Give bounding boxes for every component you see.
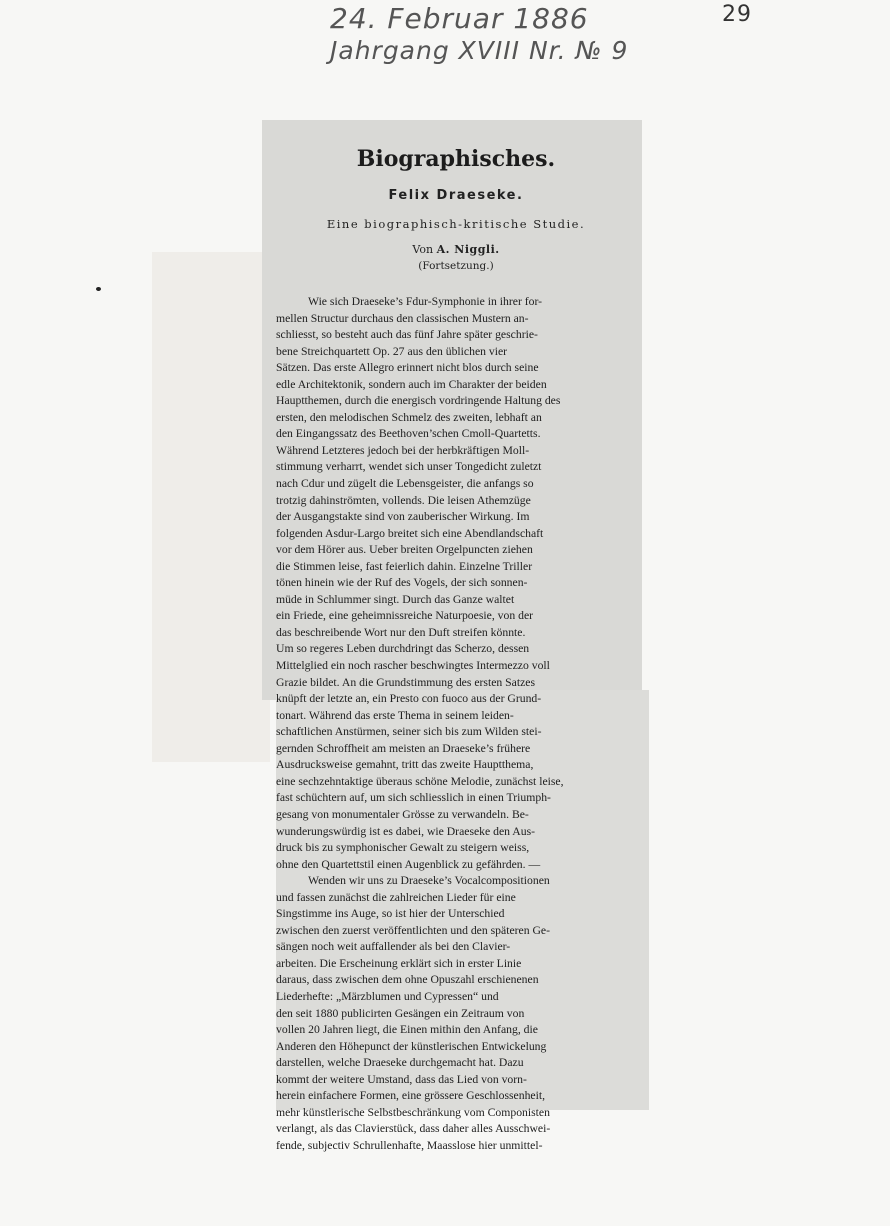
- article-line: Mittelglied ein noch rascher beschwingtes Intermezzo voll: [276, 659, 550, 673]
- article-line: Um so regeres Leben durchdringt das Scherzo, dessen: [276, 642, 530, 656]
- article-line: der Ausgangstakte sind von zauberischer Wirkung. Im: [276, 510, 530, 524]
- article-body: [272, 294, 640, 1154]
- article-line: den seit 1880 publicirten Gesängen ein Zeitraum von: [276, 1006, 525, 1020]
- article-line: den Eingangssatz des Beethoven’schen Cmoll-Quartetts.: [276, 427, 541, 441]
- article-line: daraus, dass zwischen dem ohne Opuszahl erschienenen: [276, 973, 539, 987]
- article-line: Anderen den Höhepunct der künstlerischen Entwickelung: [276, 1039, 547, 1053]
- continuation-note: (Fortsetzung.): [418, 260, 494, 272]
- article-line: gernden Schroffheit am meisten an Draeseke’s frühere: [276, 741, 531, 755]
- article-line: Singstimme ins Auge, so ist hier der Unterschied: [276, 907, 505, 921]
- article-line: ohne den Quartettstil einen Augenblick zu gefährden. —: [276, 857, 541, 871]
- article-byline: [272, 243, 640, 256]
- article-line: die Stimmen leise, fast feierlich dahin. Einzelne Triller: [276, 559, 533, 573]
- article-line: druck bis zu symphonischer Gewalt zu steigern weiss,: [276, 841, 530, 855]
- article-line: Grazie bildet. An die Grundstimmung des ersten Satzes: [276, 675, 536, 689]
- article-line: und fassen zunächst die zahlreichen Lieder für eine: [276, 890, 516, 904]
- article-line: schaftlichen Anstürmen, seiner sich bis zum Wilden stei-: [276, 725, 542, 739]
- article-line: arbeiten. Die Erscheinung erklärt sich in erster Linie: [276, 956, 522, 970]
- article-line: vollen 20 Jahren liegt, die Einen mithin den Anfang, die: [276, 1023, 538, 1037]
- handwritten-issue-number: Jahrgang XVIII Nr. № 9: [330, 36, 629, 65]
- article-line: darstellen, welche Draeseke durchgemacht hat. Dazu: [276, 1056, 524, 1070]
- article-line: mehr künstlerische Selbstbeschränkung vom Componisten: [276, 1105, 550, 1119]
- article-line: Hauptthemen, durch die energisch vordringende Haltung des: [276, 394, 561, 408]
- article-column: [272, 124, 640, 1154]
- article-subject: Felix Draeseke.: [388, 188, 524, 203]
- byline-prefix: Von: [412, 243, 434, 256]
- article-line: ein Friede, eine geheimnissreiche Naturpoesie, von der: [276, 609, 534, 623]
- article-line: Sätzen. Das erste Allegro erinnert nicht blos durch seine: [276, 361, 539, 375]
- article-line: herein einfachere Formen, eine grössere Geschlossenheit,: [276, 1089, 546, 1103]
- article-line: sängen noch weit auffallender als bei den Clavier-: [276, 940, 511, 954]
- article-line: Liederhefte: „Märzblumen und Cypressen“ und: [276, 989, 499, 1003]
- article-line: mellen Structur durchaus den classischen Mustern an-: [276, 311, 529, 325]
- article-headline: Biographisches.: [356, 146, 556, 172]
- article-line: trotzig dahinströmten, vollends. Die leisen Athemzüge: [276, 493, 531, 507]
- article-subtitle: Eine biographisch-kritische Studie.: [326, 217, 586, 231]
- article-line: Ausdrucksweise gemahnt, tritt das zweite Hauptthema,: [276, 758, 534, 772]
- article-line: Während Letzteres jedoch bei der herbkräftigen Moll-: [276, 443, 530, 457]
- article-line: eine sechzehntaktige überaus schöne Melodie, zunächst leise,: [276, 774, 564, 788]
- article-line: Wenden wir uns zu Draeseke’s Vocalcompositionen: [308, 874, 550, 888]
- article-line: wunderungswürdig ist es dabei, wie Draeseke den Aus-: [276, 824, 536, 838]
- author-name: A. Niggli.: [436, 243, 500, 256]
- article-line: vor dem Hörer aus. Ueber breiten Orgelpuncten ziehen: [276, 543, 533, 557]
- article-line: tönen hinein wie der Ruf des Vogels, der sich sonnen-: [276, 576, 528, 590]
- article-line: gesang von monumentaler Grösse zu verwandeln. Be-: [276, 807, 529, 821]
- article-line: nach Cdur und zügelt die Lebensgeister, die anfangs so: [276, 477, 534, 491]
- article-line: tonart. Während das erste Thema in seinem leiden-: [276, 708, 514, 722]
- article-line: schliesst, so besteht auch das fünf Jahre später geschrie-: [276, 328, 538, 342]
- article-line: edle Architektonik, sondern auch im Charakter der beiden: [276, 377, 547, 391]
- article-line: fast schüchtern auf, um sich schliesslich in einen Triumph-: [276, 791, 551, 805]
- article-line: folgenden Asdur-Largo breitet sich eine Abendlandschaft: [276, 526, 544, 540]
- ink-dot: [96, 287, 101, 291]
- article-line: verlangt, als das Clavierstück, dass daher alles Ausschwei-: [276, 1122, 551, 1136]
- article-line: kommt der weitere Umstand, dass das Lied von vorn-: [276, 1072, 527, 1086]
- article-line: stimmung verharrt, wendet sich unser Tongedicht zuletzt: [276, 460, 542, 474]
- article-line: knüpft der letzte an, ein Presto con fuoco aus der Grund-: [276, 692, 542, 706]
- handwritten-date: 24. Februar 1886: [330, 2, 589, 35]
- bleed-through-shadow: [152, 252, 270, 762]
- article-line: müde in Schlummer singt. Durch das Ganze waltet: [276, 592, 515, 606]
- article-line: fende, subjectiv Schrullenhafte, Maasslose hier unmittel-: [276, 1138, 543, 1152]
- article-line: zwischen den zuerst veröffentlichten und den späteren Ge-: [276, 923, 551, 937]
- article-line: Wie sich Draeseke’s Fdur-Symphonie in ihrer for-: [308, 295, 543, 308]
- article-line: ersten, den melodischen Schmelz des zweiten, lebhaft an: [276, 410, 542, 424]
- article-line: bene Streichquartett Op. 27 aus den üblichen vier: [276, 344, 508, 358]
- handwritten-page-number: 29: [722, 2, 752, 27]
- article-line: das beschreibende Wort nur den Duft streifen könnte.: [276, 625, 526, 639]
